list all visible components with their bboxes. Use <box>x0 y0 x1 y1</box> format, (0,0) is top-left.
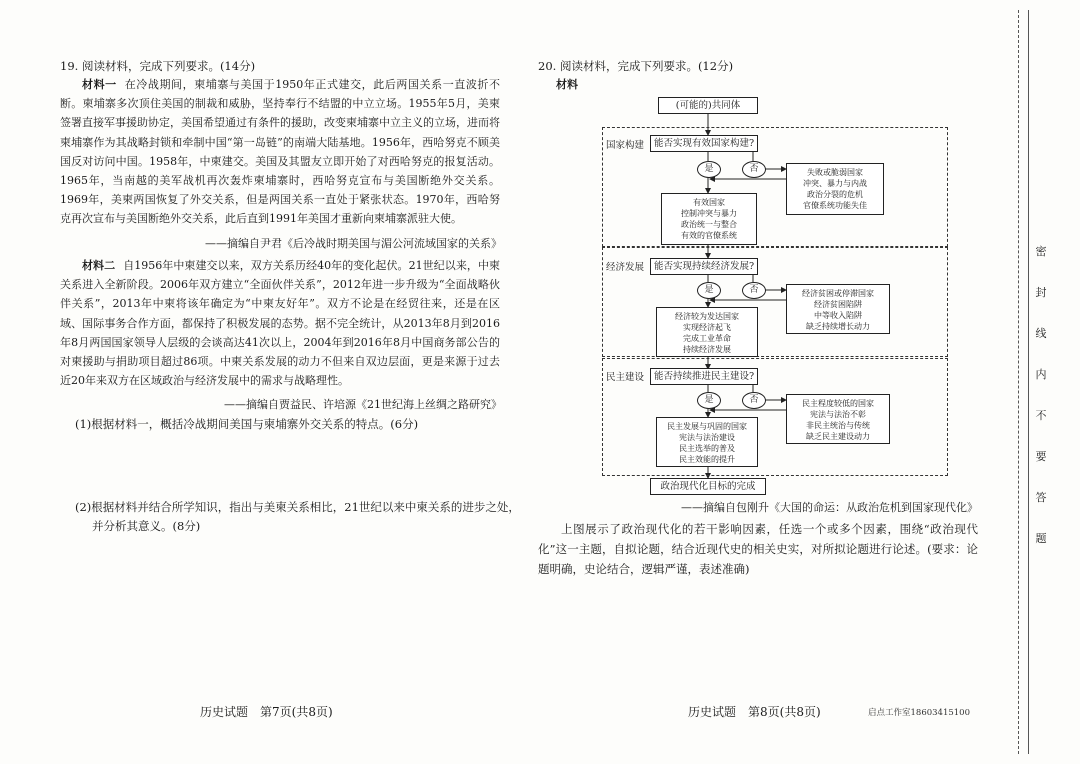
footer-page-7: 历史试题 第7页(共8页) <box>200 705 333 719</box>
binding-char: 要 <box>1035 450 1047 463</box>
flow-no-box-2-line: 经济贫困或停滞国家 <box>802 289 874 298</box>
flow-yes-box-2-line: 实现经济起飞 <box>683 323 731 332</box>
flow-no-2: 否 <box>742 282 766 299</box>
q19-m1-text: 在冷战期间，柬埔寨与美国于1950年正式建交，此后两国关系一直波折不断。柬埔寨多次顶住美国的制裁和威胁，坚持奉行不结盟的中立立场。1955年5月，美柬签署直接军事援助协定，美国希望通过有条件的援助，改变柬埔寨中立主义的立场，进而将柬埔寨作为其战略封锁和牵制中国“第一岛链”的南端大陆基地。1956年，西哈努克不顾美国反对访问中国。1958年，中柬建交。美国及其盟友立即开始了对西哈努克的报复活动。1965年，当南越的美军战机再次轰炸柬埔寨时，西哈努克宣布与美国断绝外交关系。1969年，美柬两国恢复了外交关系，但是两国关系一直处于紧张状态。1970年，西哈努克再次宣布与美国断绝外交关系，此后直到1991年美国才重新向柬埔寨派驻大使。 <box>60 78 500 226</box>
q20-title: 20. 阅读材料，完成下列要求。(12分) <box>538 59 734 73</box>
q20-source: ——摘编自包刚升《大国的命运：从政治危机到国家现代化》 <box>681 501 978 514</box>
flow-question-3: 能否持续推进民主建设? <box>650 368 758 385</box>
flow-top-community: (可能的)共同体 <box>658 97 758 114</box>
footer-stamp: 启点工作室18603415100 <box>868 708 970 718</box>
flow-question-1: 能否实现有效国家构建? <box>650 135 758 152</box>
flow-yes-2: 是 <box>697 282 721 299</box>
q19-sub-question-2-line1: (2)根据材料并结合所学知识，指出与美柬关系相比，21世纪以来中柬关系的进步之处， <box>75 500 520 514</box>
q19-title: 19. 阅读材料，完成下列要求。(14分) <box>60 59 256 73</box>
flow-section-3-label: 民主建设 <box>606 372 645 383</box>
flow-yes-box-3-line: 民主选举的普及 <box>679 444 735 453</box>
flow-yes-box-3-line: 宪法与法治建设 <box>679 433 735 442</box>
binding-char: 内 <box>1035 368 1047 381</box>
q19-sub-question-2-line2: 并分析其意义。(8分) <box>92 519 201 533</box>
binding-char: 题 <box>1035 532 1047 545</box>
flow-yes-box-1-line: 政治统一与整合 <box>681 220 737 229</box>
flow-no-box-1 <box>786 163 884 215</box>
flow-yes-box-3-line: 民主效能的提升 <box>679 455 735 464</box>
flow-no-box-2-line: 缺乏持续增长动力 <box>806 322 870 331</box>
flow-section-1-label: 国家构建 <box>606 140 645 151</box>
flow-question-2: 能否实现持续经济发展? <box>650 258 758 275</box>
flow-no-1: 否 <box>742 161 766 178</box>
flow-no-box-3-line: 非民主统治与传统 <box>806 421 870 430</box>
q19-material-2 <box>60 256 500 390</box>
binding-char: 线 <box>1035 327 1047 340</box>
flow-no-box-3-line: 缺乏民主建设动力 <box>806 432 870 441</box>
right-page <box>538 0 978 764</box>
flow-no-box-2-line: 中等收入陷阱 <box>814 311 862 320</box>
flow-no-box-2-line: 经济贫困陷阱 <box>814 300 862 309</box>
binding-dashed-line <box>1018 10 1019 754</box>
flow-yes-box-2 <box>656 307 758 357</box>
q20-material-label: 材料 <box>556 78 578 91</box>
political-modernization-flowchart <box>598 95 954 495</box>
binding-char: 封 <box>1035 286 1047 299</box>
footer-page-8: 历史试题 第8页(共8页) <box>688 705 821 719</box>
flow-yes-box-1-line: 有效的官僚系统 <box>681 231 737 240</box>
flow-yes-1: 是 <box>697 161 721 178</box>
flow-yes-box-3 <box>656 417 758 467</box>
q19-sub-question-1: (1)根据材料一，概括冷战期间美国与柬埔寨外交关系的特点。(6分) <box>75 417 419 431</box>
q19-m2-text: 自1956年中柬建交以来，双方关系历经40年的变化起伏。21世纪以来，中柬关系进入全新阶段。2006年双方建立“全面伙伴关系”，2012年进一步升级为“全面战略伙伴关系”，2013年中柬将该年确定为“中柬友好年”。双方不论是在经贸往来，还是在区域、国际事务合作方面，都保持了积极发展的态势。据不完全统计，从2013年8月到2016年8月两国国家领导人层级的会谈高达41次以上，2004年到2016年8月中国商务部公告的对柬援助与捐助项目超过86项。中柬关系发展的动力不但来自双边层面，更是来源于过去近20年来双方在区域政治与经济发展中的需求与战略理性。 <box>60 259 500 388</box>
flow-no-box-1-line: 政治分裂的危机 <box>807 190 863 199</box>
binding-char: 答 <box>1035 491 1047 504</box>
flow-bottom-goal: 政治现代化目标的完成 <box>650 478 766 495</box>
flow-no-box-1-line: 官僚系统功能失佳 <box>803 201 867 210</box>
flow-yes-box-2-line: 持续经济发展 <box>683 345 731 354</box>
flow-yes-box-2-line: 经济较为发达国家 <box>675 312 739 321</box>
flow-no-box-1-line: 冲突、暴力与内战 <box>803 179 867 188</box>
left-page <box>60 0 520 764</box>
flow-yes-3: 是 <box>697 392 721 409</box>
q19-m2-label: 材料二 <box>82 259 116 272</box>
q20-prompt: 上图展示了政治现代化的若干影响因素，任选一个或多个因素，围绕“政治现代化”这一主题，自拟论题，结合近现代史的相关史实，对所拟论题进行论述。(要求：论题明确，史论结合，逻辑严谨，表述准确) <box>538 522 978 576</box>
flow-no-3: 否 <box>742 392 766 409</box>
flow-no-box-3-line: 宪法与法治不彰 <box>810 410 866 419</box>
q19-m2-source: ——摘编自贾益民、许培源《21世纪海上丝绸之路研究》 <box>224 398 502 411</box>
flow-yes-box-3-line: 民主发展与巩固的国家 <box>667 422 747 431</box>
flow-no-box-2 <box>786 284 890 334</box>
binding-margin <box>1010 0 1070 764</box>
binding-char: 不 <box>1035 409 1047 422</box>
q19-m1-source: ——摘编自尹君《后冷战时期美国与湄公河流域国家的关系》 <box>205 237 502 250</box>
flow-no-box-3 <box>786 394 890 444</box>
flow-yes-box-2-line: 完成工业革命 <box>683 334 731 343</box>
binding-solid-line <box>1028 10 1029 754</box>
q19-m1-label: 材料一 <box>82 78 117 91</box>
flow-no-box-3-line: 民主程度较低的国家 <box>802 399 874 408</box>
flow-yes-box-1-line: 控制冲突与暴力 <box>681 209 737 218</box>
binding-char: 密 <box>1035 245 1047 258</box>
flow-yes-box-1-line: 有效国家 <box>693 198 725 207</box>
flow-section-2-label: 经济发展 <box>606 262 645 273</box>
flow-no-box-1-line: 失败或脆弱国家 <box>807 168 863 177</box>
q19-material-1 <box>60 75 500 229</box>
flow-yes-box-1 <box>661 193 757 245</box>
